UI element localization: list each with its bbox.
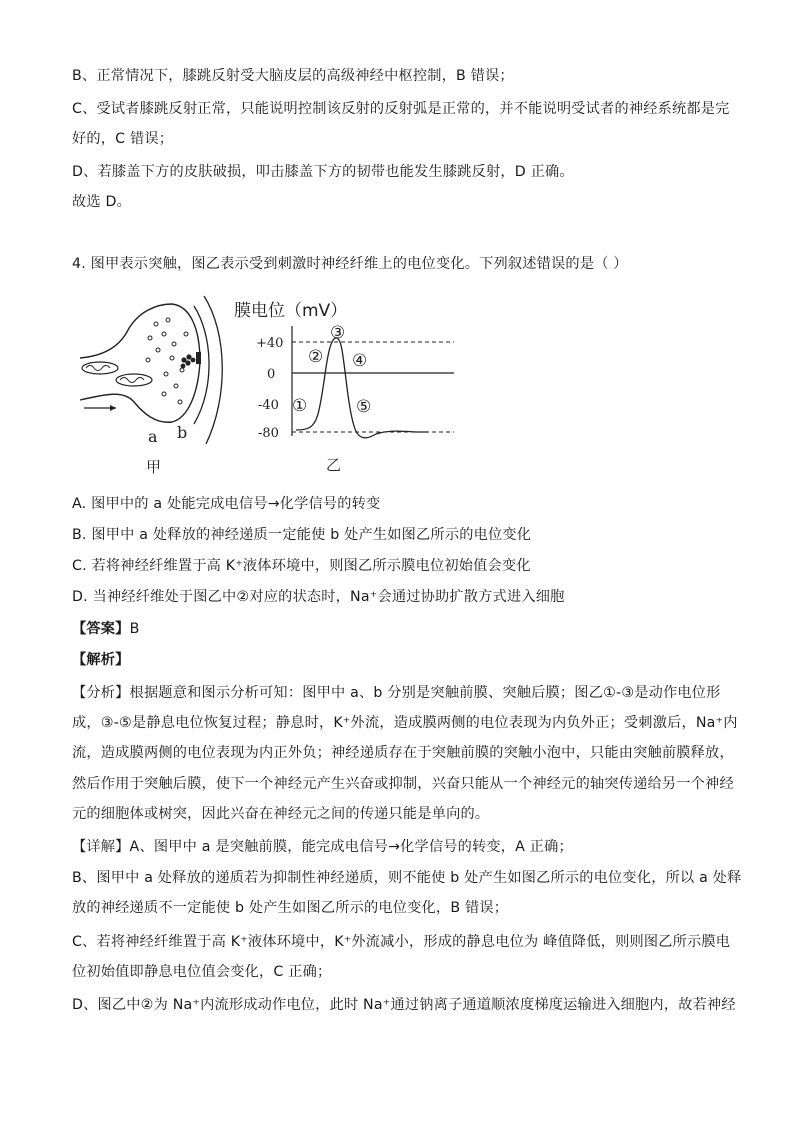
marker-4: ④ xyxy=(352,351,368,371)
question-stem: 4. 图甲表示突触，图乙表示受到刺激时神经纤维上的电位变化。下列叙述错误的是（ ） xyxy=(72,256,628,272)
analysis-line: 元的细胞体或树突，因此兴奋在神经元之间的传递只能是单向的。 xyxy=(72,806,490,822)
synaptic-membrane-a xyxy=(194,306,209,424)
detail-line: 位初始值即静息电位值会变化，C 正确； xyxy=(72,964,332,980)
analysis-line: 【分析】根据题意和图示分析可知：图甲中 a、b 分别是突触前膜、突触后膜；图乙①-③是动作电位形 xyxy=(72,685,721,701)
yi-caption: 乙 xyxy=(326,456,342,474)
prev-answer-line-c1: C、受试者膝跳反射正常，只能说明控制该反射的反射弧是正常的，并不能说明受试者的神经系统都是完 xyxy=(72,101,730,117)
prev-answer-line-b: B、正常情况下，膝跳反射受大脑皮层的高级神经中枢控制，B 错误； xyxy=(72,68,514,84)
postsynaptic-membrane-b xyxy=(204,296,222,444)
synapse-diagram-jia xyxy=(80,296,222,476)
tick-plus40: +40 xyxy=(256,336,284,351)
answer-label: 【答案】 xyxy=(72,621,130,637)
option-a: A. 图甲中的 a 处能完成电信号→化学信号的转变 xyxy=(72,496,381,512)
mitochondrion xyxy=(116,374,152,386)
jia-caption: 甲 xyxy=(146,458,162,476)
receptor xyxy=(196,352,201,364)
presynaptic-terminal xyxy=(80,304,200,422)
detail-line: C、若将神经纤维置于高 K⁺液体环境中，K⁺外流减小，形成的静息电位为 峰值降低，则则图乙所示膜电 xyxy=(72,934,731,950)
prev-answer-line-d: D、若膝盖下方的皮肤破损，叩击膝盖下方的韧带也能发生膝跳反射，D 正确。 xyxy=(72,164,574,180)
answer-line xyxy=(72,619,140,639)
marker-5: ⑤ xyxy=(356,397,372,417)
option-c: C. 若将神经纤维置于高 K⁺液体环境中，则图乙所示膜电位初始值会变化 xyxy=(72,558,531,574)
detail-line: 放的神经递质不一定能使 b 处产生如图乙所示的电位变化，B 错误； xyxy=(72,900,509,916)
marker-3: ③ xyxy=(330,323,346,343)
detail-line: B、图甲中 a 处释放的递质若为抑制性神经递质，则不能使 b 处产生如图乙所示的电位变化，所以 a 处释 xyxy=(72,870,742,886)
neurotransmitter-release xyxy=(181,354,196,368)
tick-minus40: -40 xyxy=(258,398,279,413)
yi-ylabel: 膜电位（mV） xyxy=(234,301,348,321)
marker-1: ① xyxy=(292,396,308,416)
potential-graph-yi xyxy=(234,301,454,474)
analysis-line: 然后作用于突触后膜，使下一个神经元产生兴奋或抑制，兴奋只能从一个神经元的轴突传递给另一个神经 xyxy=(72,776,734,792)
analysis-line: 成，③-⑤是静息电位恢复过程；静息时，K⁺外流，造成膜两侧的电位表现为内负外正；受刺激后，Na⁺内 xyxy=(72,715,738,731)
jia-label-a: a xyxy=(148,427,158,446)
prev-answer-line-c2: 好的，C 错误； xyxy=(72,131,174,147)
detail-line: 【详解】A、图甲中 a 是突触前膜，能完成电信号→化学信号的转变，A 正确； xyxy=(72,839,573,855)
answer-value: B xyxy=(129,621,140,637)
question-figure xyxy=(76,294,476,479)
jia-label-b: b xyxy=(177,423,188,442)
prev-answer-choose: 故选 D。 xyxy=(72,194,131,210)
tick-0: 0 xyxy=(267,367,276,382)
tick-minus80: -80 xyxy=(258,426,279,441)
detail-line: D、图乙中②为 Na⁺内流形成动作电位，此时 Na⁺通过钠离子通道顺浓度梯度运输进入细胞内，故若神经 xyxy=(72,997,736,1013)
option-b: B. 图甲中 a 处释放的神经递质一定能使 b 处产生如图乙所示的电位变化 xyxy=(72,527,532,543)
marker-2: ② xyxy=(308,347,324,367)
analysis-label: 【解析】 xyxy=(72,652,130,668)
option-d: D. 当神经纤维处于图乙中②对应的状态时，Na⁺会通过协助扩散方式进入细胞 xyxy=(72,589,565,605)
analysis-line: 流，造成膜两侧的电位表现为内正外负；神经递质存在于突触前膜的突触小泡中，只能由突触前膜释放， xyxy=(72,745,734,761)
mitochondrion xyxy=(82,362,118,374)
